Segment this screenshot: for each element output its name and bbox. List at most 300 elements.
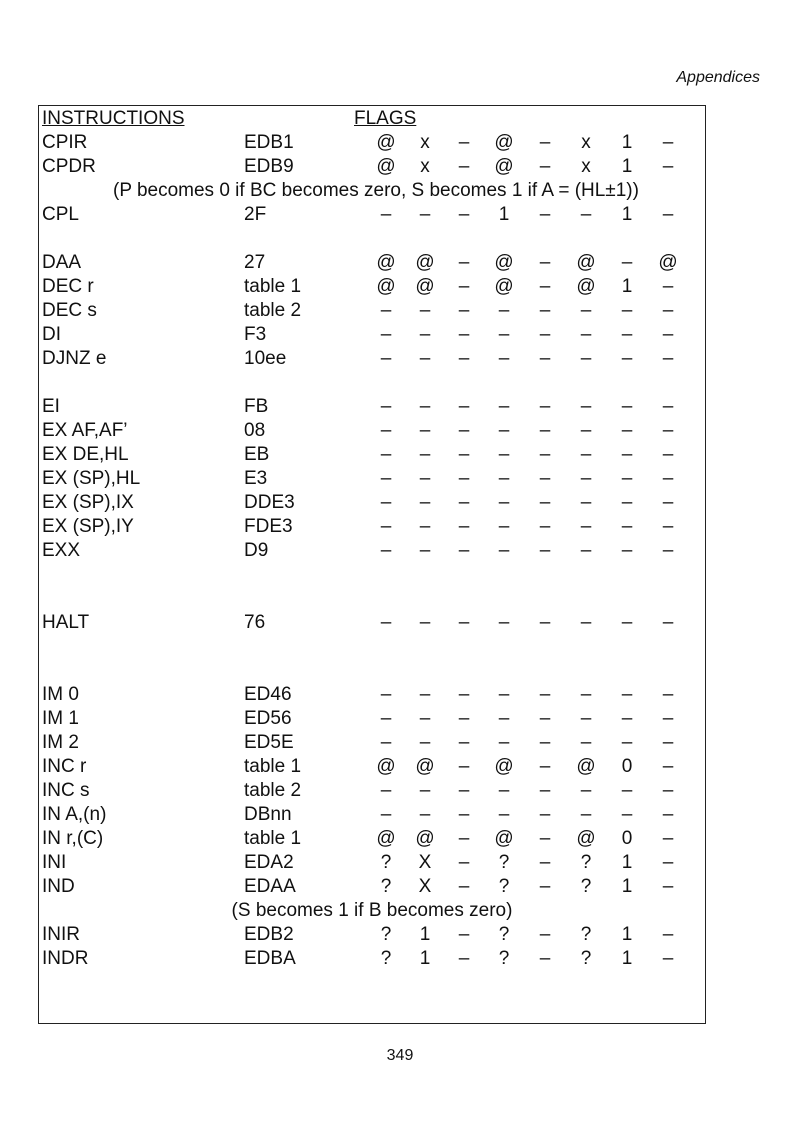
flag-value: –	[380, 804, 392, 825]
flag-value: –	[539, 852, 551, 873]
flag-value: –	[498, 300, 510, 321]
instruction-row	[42, 347, 705, 371]
flag-value: –	[498, 780, 510, 801]
flag-value: –	[621, 468, 633, 489]
flag-value: –	[498, 420, 510, 441]
flags-column-header: FLAGS	[354, 108, 417, 129]
instruction-opcode: ED46	[244, 684, 292, 705]
flag-value: –	[580, 540, 592, 561]
instruction-row	[42, 803, 705, 827]
flag-value: –	[380, 492, 392, 513]
flag-value: –	[498, 708, 510, 729]
flag-value: –	[498, 684, 510, 705]
flag-value: –	[621, 396, 633, 417]
flag-value: 1	[621, 852, 633, 873]
instruction-row	[42, 779, 705, 803]
instruction-mnemonic: CPIR	[42, 132, 88, 153]
instruction-row	[42, 299, 705, 323]
flag-value: –	[621, 540, 633, 561]
flag-value: @	[376, 132, 396, 153]
instruction-mnemonic: IM 1	[42, 708, 79, 729]
flag-value: –	[580, 804, 592, 825]
flag-value: –	[539, 420, 551, 441]
instruction-opcode: 2F	[244, 204, 267, 225]
flag-value: –	[419, 612, 431, 633]
flag-value: –	[458, 252, 470, 273]
table-header-row	[42, 107, 705, 131]
flag-value: –	[662, 468, 674, 489]
flag-value: ?	[380, 876, 392, 897]
flag-value: –	[539, 732, 551, 753]
flag-value: –	[662, 924, 674, 945]
flag-value: –	[380, 348, 392, 369]
flag-value: –	[539, 444, 551, 465]
instruction-row	[42, 155, 705, 179]
flag-value: –	[662, 156, 674, 177]
instruction-mnemonic: EX DE,HL	[42, 444, 129, 465]
instruction-opcode: table 1	[244, 276, 302, 297]
instruction-mnemonic: IND	[42, 876, 75, 897]
flag-value: –	[539, 924, 551, 945]
flag-value: –	[380, 324, 392, 345]
instruction-mnemonic: IM 2	[42, 732, 79, 753]
instruction-mnemonic: EX (SP),IX	[42, 492, 134, 513]
flag-value: –	[580, 708, 592, 729]
flag-value: –	[662, 516, 674, 537]
flag-value: –	[458, 492, 470, 513]
flag-value: –	[458, 324, 470, 345]
instruction-row	[42, 491, 705, 515]
flag-value: ?	[580, 852, 592, 873]
flag-value: –	[419, 540, 431, 561]
flag-value: –	[458, 204, 470, 225]
flag-value: –	[498, 804, 510, 825]
note-text: (S becomes 1 if B becomes zero)	[231, 900, 513, 921]
flag-value: –	[498, 516, 510, 537]
flag-value: –	[539, 132, 551, 153]
instruction-row	[42, 827, 705, 851]
flag-value: –	[539, 300, 551, 321]
note-text: (P becomes 0 if BC becomes zero, S becomes 1 if A = (HL±1))	[113, 180, 639, 201]
instruction-row	[42, 707, 705, 731]
flag-value: @	[376, 756, 396, 777]
instruction-mnemonic: DEC r	[42, 276, 94, 297]
instruction-opcode: 27	[244, 252, 266, 273]
flag-value: –	[539, 540, 551, 561]
flag-value: ?	[498, 924, 510, 945]
flag-value: –	[498, 396, 510, 417]
flag-value: –	[458, 732, 470, 753]
flag-value: –	[621, 612, 633, 633]
flag-value: 1	[621, 132, 633, 153]
flag-value: –	[621, 516, 633, 537]
instruction-mnemonic: INI	[42, 852, 67, 873]
flag-value: –	[380, 684, 392, 705]
flag-value: x	[420, 156, 430, 177]
instruction-mnemonic: DEC s	[42, 300, 97, 321]
instruction-opcode: EDBA	[244, 948, 296, 969]
flag-value: –	[539, 492, 551, 513]
flag-value: –	[419, 348, 431, 369]
flag-value: –	[380, 420, 392, 441]
flag-value: @	[494, 156, 514, 177]
instruction-row	[42, 323, 705, 347]
instruction-mnemonic: INDR	[42, 948, 89, 969]
flag-value: 1	[621, 876, 633, 897]
flag-value: –	[539, 156, 551, 177]
flag-value: –	[539, 780, 551, 801]
flag-value: –	[498, 468, 510, 489]
instruction-mnemonic: CPL	[42, 204, 79, 225]
flag-value: @	[376, 156, 396, 177]
flag-value: x	[581, 132, 591, 153]
flag-value: –	[419, 708, 431, 729]
flag-value: –	[580, 684, 592, 705]
flag-value: x	[581, 156, 591, 177]
flag-value: ?	[498, 876, 510, 897]
flag-value: –	[380, 444, 392, 465]
instruction-row	[42, 875, 705, 899]
flag-value: –	[662, 348, 674, 369]
flag-value: –	[380, 732, 392, 753]
flag-value: –	[458, 612, 470, 633]
instruction-mnemonic: HALT	[42, 612, 90, 633]
flag-value: –	[580, 420, 592, 441]
flag-value: –	[539, 396, 551, 417]
flag-value: –	[419, 492, 431, 513]
flag-value: –	[380, 516, 392, 537]
flag-value: ?	[580, 924, 592, 945]
flag-value: –	[419, 780, 431, 801]
flag-value: –	[458, 468, 470, 489]
flag-value: –	[662, 780, 674, 801]
flag-value: @	[376, 276, 396, 297]
instruction-row	[42, 923, 705, 947]
flag-value: –	[458, 948, 470, 969]
instruction-row	[42, 443, 705, 467]
flag-value: –	[458, 132, 470, 153]
flag-value: –	[539, 348, 551, 369]
flag-value: –	[458, 276, 470, 297]
instruction-mnemonic: EI	[42, 396, 60, 417]
flag-value: –	[662, 300, 674, 321]
flag-value: –	[419, 516, 431, 537]
flag-value: 1	[621, 204, 633, 225]
flag-value: –	[621, 348, 633, 369]
flag-value: –	[580, 396, 592, 417]
flag-value: @	[376, 828, 396, 849]
instruction-row	[42, 683, 705, 707]
note-row	[39, 179, 705, 203]
flag-value: –	[539, 828, 551, 849]
flag-value: –	[621, 780, 633, 801]
flag-value: –	[380, 708, 392, 729]
flag-value: –	[498, 324, 510, 345]
flag-value: @	[494, 828, 514, 849]
flag-value: @	[415, 828, 435, 849]
flag-value: 1	[419, 948, 431, 969]
flag-value: –	[419, 300, 431, 321]
flag-value: ?	[580, 948, 592, 969]
flag-value: –	[662, 732, 674, 753]
instruction-row	[42, 467, 705, 491]
instruction-opcode: 10ee	[244, 348, 287, 369]
flag-value: –	[580, 732, 592, 753]
flag-value: –	[458, 420, 470, 441]
flag-value: ?	[380, 924, 392, 945]
flag-value: –	[539, 612, 551, 633]
section-header: Appendices	[676, 69, 760, 86]
instruction-opcode: EDB2	[244, 924, 294, 945]
flag-value: –	[419, 444, 431, 465]
instruction-opcode: F3	[244, 324, 267, 345]
flag-value: –	[580, 300, 592, 321]
instruction-row	[42, 515, 705, 539]
flag-value: –	[419, 324, 431, 345]
instruction-row	[42, 611, 705, 635]
instruction-opcode: DBnn	[244, 804, 292, 825]
flag-value: –	[458, 708, 470, 729]
flag-value: –	[621, 732, 633, 753]
instruction-mnemonic: IM 0	[42, 684, 79, 705]
instruction-row	[42, 755, 705, 779]
flag-value: –	[498, 732, 510, 753]
flag-value: –	[580, 516, 592, 537]
flag-value: –	[458, 756, 470, 777]
flag-value: –	[380, 468, 392, 489]
flag-value: @	[415, 756, 435, 777]
flag-value: –	[580, 444, 592, 465]
flag-value: X	[418, 876, 432, 897]
instruction-opcode: ED56	[244, 708, 292, 729]
instruction-row	[42, 947, 705, 971]
flag-value: @	[494, 132, 514, 153]
flag-value: –	[662, 540, 674, 561]
flag-value: –	[621, 444, 633, 465]
flag-value: –	[662, 324, 674, 345]
flag-value: –	[539, 708, 551, 729]
flag-value: @	[576, 756, 596, 777]
instruction-row	[42, 731, 705, 755]
flag-value: –	[621, 420, 633, 441]
flag-value: –	[458, 516, 470, 537]
instruction-mnemonic: EX AF,AF’	[42, 420, 128, 441]
flag-value: –	[662, 420, 674, 441]
instruction-opcode: table 1	[244, 828, 302, 849]
instruction-table	[38, 105, 706, 1024]
flag-value: @	[576, 252, 596, 273]
instruction-opcode: table 2	[244, 300, 302, 321]
flag-value: –	[419, 420, 431, 441]
flag-value: ?	[498, 852, 510, 873]
flag-value: –	[621, 252, 633, 273]
instruction-opcode: EB	[244, 444, 270, 465]
instruction-row	[42, 851, 705, 875]
flag-value: –	[580, 780, 592, 801]
flag-value: –	[458, 348, 470, 369]
flag-value: –	[662, 948, 674, 969]
flag-value: –	[662, 804, 674, 825]
flag-value: –	[662, 756, 674, 777]
flag-value: @	[576, 276, 596, 297]
flag-value: –	[539, 948, 551, 969]
flag-value: –	[580, 468, 592, 489]
flag-value: –	[580, 612, 592, 633]
flag-value: –	[662, 684, 674, 705]
flag-value: –	[458, 156, 470, 177]
instruction-opcode: DDE3	[244, 492, 295, 513]
flag-value: 1	[621, 948, 633, 969]
flag-value: –	[580, 324, 592, 345]
flag-value: –	[621, 300, 633, 321]
page-number: 349	[386, 1047, 414, 1064]
instruction-mnemonic: EX (SP),HL	[42, 468, 141, 489]
instruction-opcode: 76	[244, 612, 266, 633]
instruction-mnemonic: EXX	[42, 540, 81, 561]
instruction-row	[42, 539, 705, 563]
flag-value: @	[415, 252, 435, 273]
flag-value: –	[458, 540, 470, 561]
instruction-opcode: E3	[244, 468, 268, 489]
flag-value: –	[419, 684, 431, 705]
instruction-mnemonic: INC s	[42, 780, 90, 801]
flag-value: @	[576, 828, 596, 849]
flag-value: –	[458, 828, 470, 849]
flag-value: @	[658, 252, 678, 273]
instruction-mnemonic: EX (SP),IY	[42, 516, 134, 537]
flag-value: ?	[380, 948, 392, 969]
flag-value: –	[662, 612, 674, 633]
flag-value: 1	[621, 156, 633, 177]
instruction-opcode: table 1	[244, 756, 302, 777]
instruction-mnemonic: IN r,(C)	[42, 828, 104, 849]
flag-value: –	[539, 252, 551, 273]
instruction-opcode: 08	[244, 420, 266, 441]
flag-value: 1	[419, 924, 431, 945]
flag-value: 0	[621, 828, 633, 849]
instruction-mnemonic: CPDR	[42, 156, 96, 177]
flag-value: –	[419, 396, 431, 417]
flag-value: –	[621, 492, 633, 513]
flag-value: –	[539, 324, 551, 345]
flag-value: ?	[380, 852, 392, 873]
flag-value: –	[539, 684, 551, 705]
flag-value: 0	[621, 756, 633, 777]
flag-value: –	[539, 756, 551, 777]
flag-value: –	[662, 132, 674, 153]
flag-value: –	[498, 492, 510, 513]
flag-value: @	[494, 756, 514, 777]
flag-value: –	[458, 804, 470, 825]
instruction-opcode: EDA2	[244, 852, 294, 873]
flag-value: –	[580, 348, 592, 369]
flag-value: –	[539, 276, 551, 297]
flag-value: –	[419, 804, 431, 825]
instruction-opcode: EDB1	[244, 132, 294, 153]
flag-value: –	[539, 204, 551, 225]
instruction-row	[42, 203, 705, 227]
flag-value: –	[498, 444, 510, 465]
flag-value: –	[458, 780, 470, 801]
flag-value: –	[621, 804, 633, 825]
flag-value: –	[662, 444, 674, 465]
flag-value: –	[419, 468, 431, 489]
flag-value: –	[662, 708, 674, 729]
flag-value: –	[662, 276, 674, 297]
flag-value: –	[539, 516, 551, 537]
flag-value: –	[662, 828, 674, 849]
instructions-column-header: INSTRUCTIONS	[42, 108, 185, 129]
instruction-row	[42, 131, 705, 155]
instruction-opcode: D9	[244, 540, 269, 561]
flag-value: –	[458, 852, 470, 873]
instruction-mnemonic: IN A,(n)	[42, 804, 107, 825]
flag-value: –	[539, 468, 551, 489]
instruction-mnemonic: DJNZ e	[42, 348, 107, 369]
flag-value: –	[458, 444, 470, 465]
flag-value: –	[580, 492, 592, 513]
flag-value: –	[498, 348, 510, 369]
flag-value: ?	[498, 948, 510, 969]
flag-value: x	[420, 132, 430, 153]
flag-value: –	[380, 540, 392, 561]
flag-value: –	[662, 396, 674, 417]
instruction-mnemonic: INC r	[42, 756, 87, 777]
instruction-opcode: FB	[244, 396, 269, 417]
instruction-row	[42, 251, 705, 275]
flag-value: –	[380, 300, 392, 321]
flag-value: –	[621, 324, 633, 345]
instruction-opcode: table 2	[244, 780, 302, 801]
instruction-row	[42, 395, 705, 419]
note-row	[39, 899, 705, 923]
flag-value: –	[380, 396, 392, 417]
flag-value: –	[539, 804, 551, 825]
flag-value: @	[376, 252, 396, 273]
flag-value: –	[458, 396, 470, 417]
flag-value: –	[380, 612, 392, 633]
flag-value: –	[380, 204, 392, 225]
flag-value: –	[662, 876, 674, 897]
flag-value: –	[580, 204, 592, 225]
flag-value: –	[662, 204, 674, 225]
flag-value: 1	[621, 276, 633, 297]
flag-value: –	[539, 876, 551, 897]
flag-value: –	[498, 612, 510, 633]
instruction-row	[42, 419, 705, 443]
flag-value: X	[418, 852, 432, 873]
instruction-opcode: FDE3	[244, 516, 293, 537]
instruction-opcode: EDB9	[244, 156, 294, 177]
flag-value: –	[621, 708, 633, 729]
instruction-mnemonic: DI	[42, 324, 61, 345]
flag-value: –	[458, 924, 470, 945]
instruction-opcode: ED5E	[244, 732, 294, 753]
flag-value: –	[458, 300, 470, 321]
instruction-mnemonic: DAA	[42, 252, 82, 273]
flag-value: –	[662, 492, 674, 513]
instruction-opcode: EDAA	[244, 876, 296, 897]
flag-value: @	[494, 252, 514, 273]
flag-value: –	[419, 204, 431, 225]
flag-value: –	[419, 732, 431, 753]
flag-value: @	[415, 276, 435, 297]
flag-value: –	[380, 780, 392, 801]
flag-value: –	[458, 684, 470, 705]
flag-value: 1	[498, 204, 510, 225]
flag-value: 1	[621, 924, 633, 945]
flag-value: ?	[580, 876, 592, 897]
